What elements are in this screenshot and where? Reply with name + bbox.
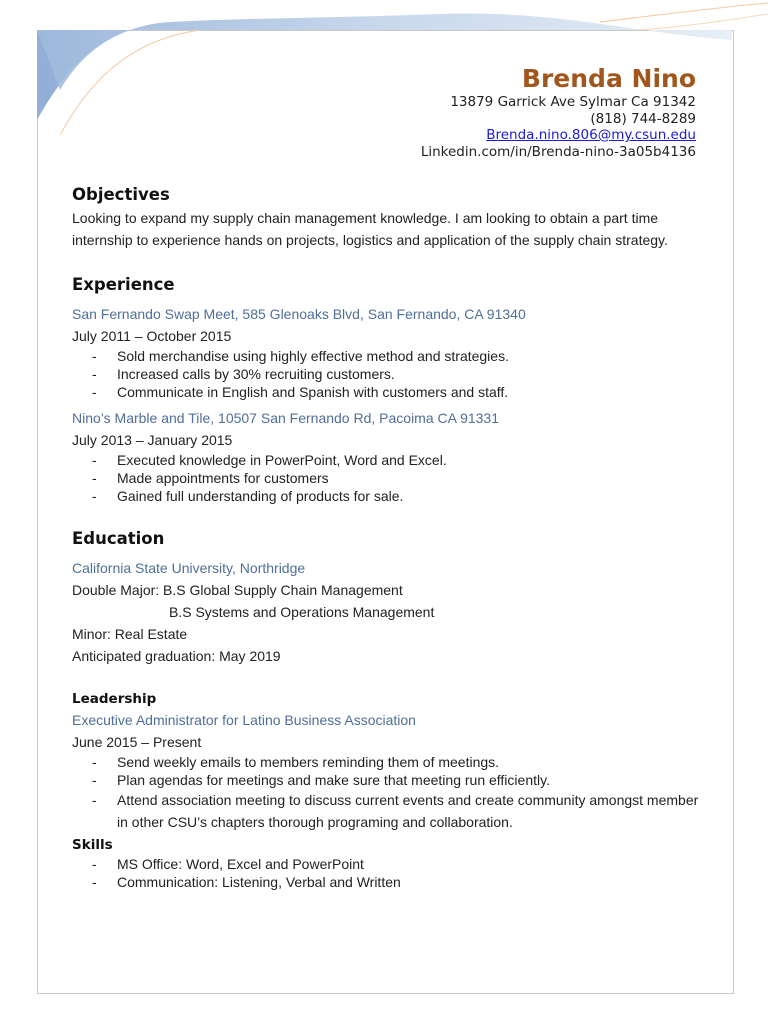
leadership-dates: June 2015 – Present: [72, 734, 202, 750]
resume-body: [72, 183, 702, 891]
skills-bullets: [72, 855, 702, 891]
objectives-text: Looking to expand my supply chain management knowledge. I am looking to obtain a part time internship to experience hands on projects, logistics and application of the supply chain strategy.: [72, 210, 668, 248]
resume-header: [421, 64, 696, 160]
major-line-2: B.S Systems and Operations Management: [169, 604, 435, 620]
graduation-date: Anticipated graduation: May 2019: [72, 648, 281, 664]
bullet-item: - Made appointments for customers: [72, 469, 702, 487]
job-dates: July 2011 – October 2015: [72, 328, 232, 344]
bullet-item: - Executed knowledge in PowerPoint, Word and Excel.: [72, 451, 702, 469]
skills-heading: Skills: [72, 837, 113, 853]
job-dates: July 2013 – January 2015: [72, 432, 233, 448]
job-organization: San Fernando Swap Meet, 585 Glenoaks Blvd, San Fernando, CA 91340: [72, 306, 526, 322]
job-organization: Nino’s Marble and Tile, 10507 San Fernando Rd, Pacoima CA 91331: [72, 410, 500, 426]
bullet-item: - Send weekly emails to members reminding them of meetings.: [72, 753, 702, 771]
job-entry: [72, 407, 702, 505]
minor: Minor: Real Estate: [72, 626, 188, 642]
school-name: California State University, Northridge: [72, 560, 306, 576]
experience-heading: Experience: [72, 275, 175, 294]
bullet-item: - Sold merchandise using highly effective method and strategies.: [72, 347, 702, 365]
job-bullets: [72, 451, 702, 505]
bullet-item: - Attend association meeting to discuss current events and create community amongst member in other CSU’s chapters thorough programing and collaboration.: [72, 789, 702, 833]
phone: (818) 744-8289: [590, 110, 696, 127]
objectives-heading: Objectives: [72, 185, 170, 204]
skills-section: [72, 835, 702, 891]
job-entry: [72, 303, 702, 401]
bullet-item: - Plan agendas for meetings and make sure that meeting run efficiently.: [72, 771, 702, 789]
leadership-section: [72, 689, 702, 833]
leadership-heading: Leadership: [72, 691, 157, 707]
bullet-item: - Increased calls by 30% recruiting customers.: [72, 365, 702, 383]
education-section: [72, 527, 702, 667]
leadership-bullets: [72, 753, 702, 833]
leadership-role: Executive Administrator for Latino Business Association: [72, 712, 416, 728]
major-line: Double Major: B.S Global Supply Chain Management: [72, 582, 403, 598]
objectives-section: [72, 183, 702, 251]
email-link[interactable]: Brenda.nino.806@my.csun.edu: [486, 127, 696, 143]
linkedin-url: Linkedin.com/in/Brenda-nino-3a05b4136: [420, 143, 696, 160]
bullet-item: - Communicate in English and Spanish with customers and staff.: [72, 383, 702, 401]
applicant-name: Brenda Nino: [521, 64, 696, 93]
bullet-item: - Gained full understanding of products for sale.: [72, 487, 702, 505]
bullet-item: - MS Office: Word, Excel and PowerPoint: [72, 855, 702, 873]
experience-section: [72, 273, 702, 505]
bullet-item: - Communication: Listening, Verbal and Written: [72, 873, 702, 891]
address: 13879 Garrick Ave Sylmar Ca 91342: [450, 94, 696, 110]
education-heading: Education: [72, 529, 165, 548]
job-bullets: [72, 347, 702, 401]
